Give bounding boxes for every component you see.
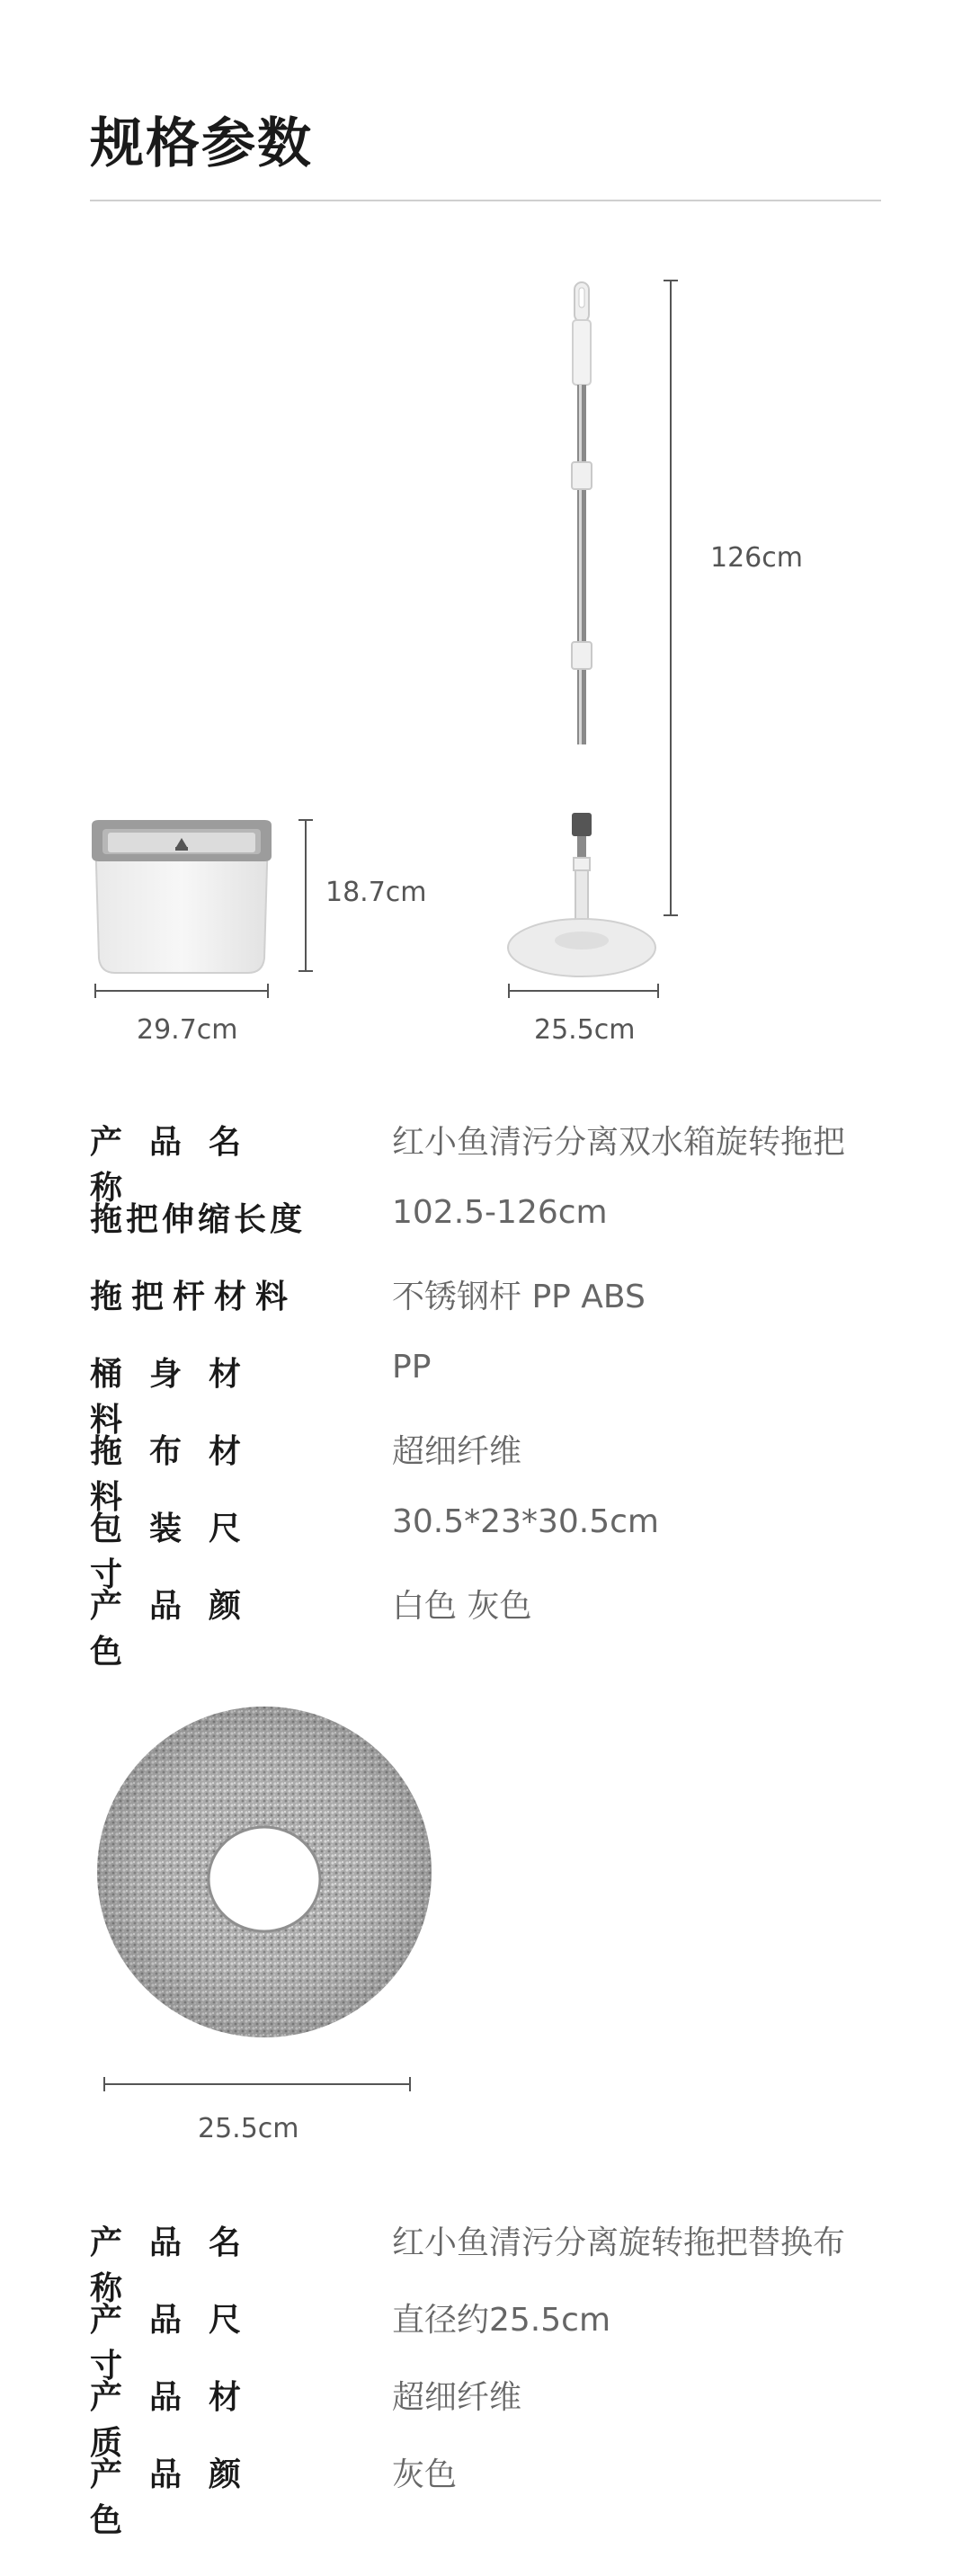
spec-value: 灰色: [392, 2456, 458, 2493]
spec-label: [90, 1194, 306, 1240]
bucket-width-line: [95, 982, 270, 1000]
bucket-height-label: 18.7cm: [325, 877, 427, 908]
spec-value: 不锈钢杆 PP ABS: [392, 1279, 646, 1315]
spec-label: [90, 2449, 306, 2541]
spec-label-text: 产品尺寸: [90, 2302, 269, 2384]
spec-label-text: 包装尺寸: [90, 1511, 269, 1593]
spec-value: 超细纤维: [392, 2379, 522, 2416]
mop-base-width-label: 25.5cm: [534, 1014, 636, 1046]
spec-value: 30.5*23*30.5cm: [392, 1503, 659, 1540]
spec-label-text: 产品颜色: [90, 1588, 269, 1671]
mop-pad-image: [94, 1703, 441, 2041]
spec-value: 直径约25.5cm: [392, 2302, 611, 2339]
spec-value: PP: [392, 1349, 432, 1386]
spec-label-text: 产品颜色: [90, 2456, 269, 2539]
spec-label-text: 拖布材料: [90, 1433, 269, 1516]
pad-width-label: 25.5cm: [198, 2113, 299, 2144]
spec-label-text: 拖把杆材料: [90, 1279, 298, 1315]
mop-height-label: 126cm: [710, 542, 803, 574]
spec-label-text: 拖把伸缩长度: [90, 1201, 307, 1238]
spec-label-text: 产品材质: [90, 2379, 269, 2462]
spec-label-text: 产品名称: [90, 1124, 269, 1207]
spec-value: 红小鱼清污分离双水箱旋转拖把: [392, 1124, 846, 1161]
bucket-width-label: 29.7cm: [137, 1014, 238, 1046]
spec-label: [90, 1271, 306, 1317]
page-title: 规格参数: [90, 112, 313, 175]
mop-image: [499, 281, 661, 982]
mop-base-width-line: [509, 982, 660, 1000]
spec-value: 102.5-126cm: [392, 1194, 608, 1231]
spec-value: 超细纤维: [392, 1433, 522, 1470]
spec-value: 白色 灰色: [392, 1588, 532, 1625]
bucket-height-line: [297, 820, 315, 973]
spec-label-text: 产品名称: [90, 2224, 269, 2307]
bucket-image: [88, 818, 277, 980]
title-divider: [90, 200, 881, 201]
spec-label-text: 桶身材料: [90, 1356, 269, 1439]
pad-width-line: [104, 2075, 412, 2093]
spec-value: 红小鱼清污分离旋转拖把替换布: [392, 2224, 846, 2261]
mop-height-line: [662, 281, 680, 917]
spec-label: [90, 1581, 306, 1672]
